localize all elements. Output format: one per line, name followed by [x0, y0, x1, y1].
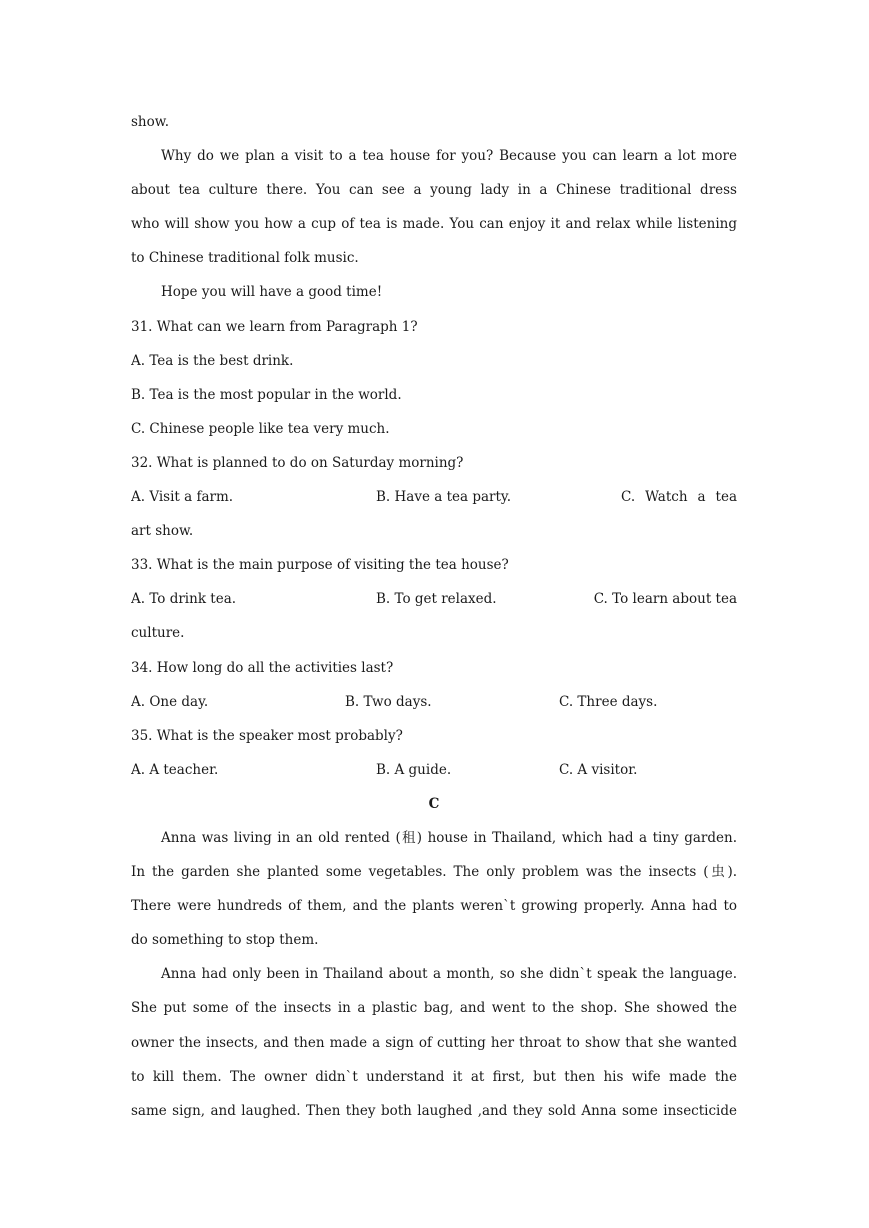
- passage-line: do something to stop them.: [131, 932, 319, 949]
- passage-line: Anna had only been in Thailand about a month, so she didn`t speak the language.: [161, 966, 737, 983]
- answer-option: B. Tea is the most popular in the world.: [131, 386, 402, 403]
- answer-option: B. To get relaxed.: [376, 591, 497, 608]
- passage-line: to Chinese traditional folk music.: [131, 250, 359, 267]
- answer-option: B. Have a tea party.: [376, 489, 512, 506]
- passage-line: She put some of the insects in a plastic bag, and went to the shop. She showed the: [131, 1000, 737, 1017]
- passage-line: about tea culture there. You can see a young lady in a Chinese traditional dress: [131, 182, 737, 199]
- question-stem: 32. What is planned to do on Saturday morning?: [131, 454, 464, 471]
- section-heading: C: [428, 795, 440, 812]
- passage-line: to kill them. The owner didn`t understand it at first, but then his wife made the: [131, 1068, 737, 1085]
- question-stem: 34. How long do all the activities last?: [131, 659, 394, 676]
- answer-option-continued: culture.: [131, 625, 185, 642]
- passage-line: owner the insects, and then made a sign of cutting her throat to show that she wanted: [131, 1034, 737, 1051]
- answer-option: A. A teacher.: [131, 761, 219, 778]
- answer-option: C. To learn about tea: [593, 591, 737, 608]
- answer-option: A. Tea is the best drink.: [131, 352, 294, 369]
- question-stem: 33. What is the main purpose of visiting the tea house?: [131, 557, 509, 574]
- exam-page: [131, 108, 737, 1131]
- answer-option-continued: art show.: [131, 523, 194, 540]
- passage-line: who will show you how a cup of tea is made. You can enjoy it and relax while listening: [131, 216, 737, 233]
- answer-option: C. Three days.: [559, 693, 658, 710]
- answer-options-row: [131, 585, 737, 619]
- answer-options-row: [131, 756, 737, 790]
- passage-closing: Hope you will have a good time!: [161, 284, 383, 301]
- answer-options-row: [131, 688, 737, 722]
- answer-option: A. To drink tea.: [131, 591, 237, 608]
- answer-option: B. A guide.: [376, 761, 452, 778]
- answer-option: B. Two days.: [345, 693, 432, 710]
- answer-option: A. One day.: [131, 693, 209, 710]
- passage-line: Why do we plan a visit to a tea house for you? Because you can learn a lot more: [161, 148, 737, 165]
- passage-line: There were hundreds of them, and the plants weren`t growing properly. Anna had to: [131, 898, 737, 915]
- question-stem: 31. What can we learn from Paragraph 1?: [131, 318, 418, 335]
- answer-option: A. Visit a farm.: [131, 489, 234, 506]
- answer-option: C. A visitor.: [559, 761, 638, 778]
- answer-option: C. Chinese people like tea very much.: [131, 420, 390, 437]
- passage-line: In the garden she planted some vegetables. The only problem was the insects (虫).: [131, 864, 737, 881]
- answer-options-row: [131, 483, 737, 517]
- question-stem: 35. What is the speaker most probably?: [131, 727, 403, 744]
- passage-line: Anna was living in an old rented (租) house in Thailand, which had a tiny garden.: [161, 829, 737, 846]
- passage-line: show.: [131, 114, 169, 130]
- passage-line: same sign, and laughed. Then they both laughed ,and they sold Anna some insecticide: [131, 1102, 737, 1119]
- answer-option: C. Watch a tea: [621, 489, 737, 506]
